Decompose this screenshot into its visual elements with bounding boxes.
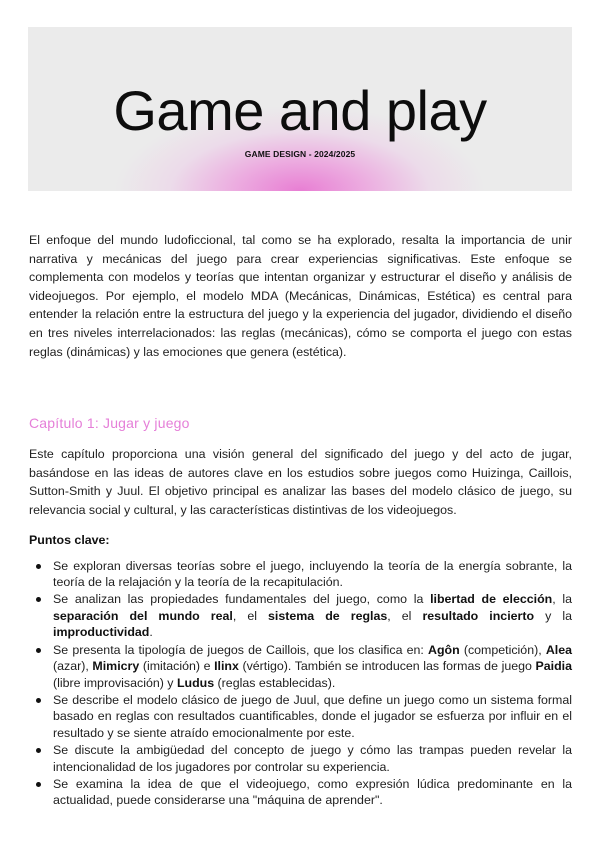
page-title: Game and play [113,79,487,142]
bold-term: Ludus [176,675,215,690]
bullet-icon [36,564,41,569]
bold-term: Ilinx [214,659,239,674]
bold-term: Alea [545,642,573,657]
bullet-icon [36,748,41,753]
chapter-title: Capítulo 1: Jugar y juego [29,415,190,432]
intro-paragraph: El enfoque del mundo ludoficcional, tal como se ha explorado, resalta la importancia de unir narrativa y mecánicas del juego para crear experiencias significativas. Este enfoque se complementa con modelos y teorías que intentan organizar y estructurar el diseño y análisis de videojuegos. Por ejemplo, el modelo MDA (Mecánicas, Dinámicas, Estética) es central para entender la relación entre la estructura del juego y la experiencia del jugador, dividiendo el diseño en tres niveles interrelacionados: las reglas (mecánicas), cómo se comporta el juego con estas reglas (dinámicas) y las emociones que genera (estética). [29,233,572,359]
list-item: Se presenta la tipología de juegos de Caillois, que los clasifica en: Agôn (competición), Alea (azar), Mimicry (imitación) e Ilinx (vértigo). También se introducen las formas de juego Paidia (libre improvisación) y Ludus (reglas establecidas). [53,642,572,692]
bold-term: sistema de reglas [268,608,388,623]
list-item: Se describe el modelo clásico de juego de Juul, que define un juego como un sistema formal basado en reglas con resultados cuantificables, donde el jugador se esfuerza por influir en el resultado y se siente atraído emocionalmente por este. [53,692,572,742]
bullet-icon [36,698,41,703]
key-points-title: Puntos clave: [29,532,110,547]
bullet-icon [36,782,41,787]
document-body [29,231,572,809]
page-subtitle: GAME DESIGN - 2024/2025 [244,149,356,159]
bullet-icon [36,648,41,653]
key-points-list [29,558,572,809]
bold-term: Mimicry [92,659,140,674]
bold-term: Agôn [428,642,460,657]
list-item: Se examina la idea de que el videojuego, como expresión lúdica predominante en la actualidad, puede considerarse una "máquina de aprender". [53,776,572,809]
bold-term: resultado incierto [422,608,535,623]
list-item: Se discute la ambigüedad del concepto de juego y cómo las trampas pueden revelar la intencionalidad de los jugadores por controlar su experiencia. [53,742,572,775]
bold-term: improductividad [53,625,150,640]
bold-term: Paidia [535,659,572,674]
list-item: Se exploran diversas teorías sobre el juego, incluyendo la teoría de la energía sobrante, la teoría de la relajación y la teoría de la recapitulación. [53,558,572,591]
bold-term: separación del mundo real [53,608,233,623]
list-item: Se analizan las propiedades fundamentales del juego, como la libertad de elección, la separación del mundo real, el sistema de reglas, el resultado incierto y la improductividad. [53,591,572,641]
chapter-intro-paragraph: Este capítulo proporciona una visión general del significado del juego y del acto de jugar, basándose en las ideas de autores clave en los estudios sobre juegos como Huizinga, Caillois, Sutton-Smith y Juul. El objetivo principal es analizar las bases del modelo clásico de juego, su relevancia social y cultural, y las características distintivas de los videojuegos. [29,447,572,517]
header-banner [28,27,572,191]
bullet-icon [36,597,41,602]
bold-term: libertad de elección [430,592,553,607]
